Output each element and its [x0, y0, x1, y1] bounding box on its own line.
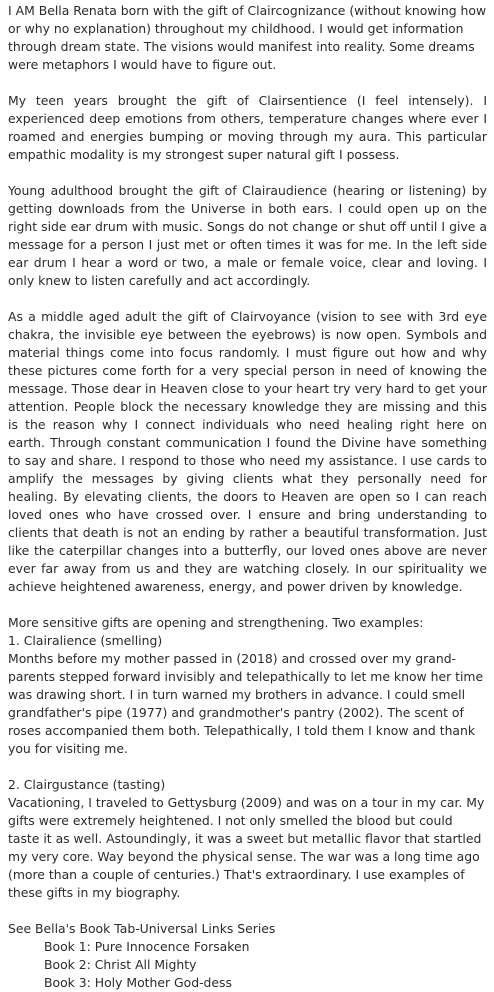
clairgustance-body: Vacationing, I traveled to Gettysburg (2009) and was on a tour in my car. My gifts were extremely heightened. I not only smelled the blood but could taste it as well. Astoundingly, it was a sweet but metallic flavor that startled my very core. Way beyond the physical sense. The war was a long time ago (more than a couple of centuries.) That's extraordinary. I use examples of these gifts in my biography.	[8, 795, 485, 900]
clairalience-body: Months before my mother passed in (2018) and crossed over my grand-parents stepped forward invisibly and telepathically to let me know her time was drawing short. I in turn warned my brothers in advance. I could smell grandfather's pipe (1977) and grandmother's pantry (2002). The scent of roses accompanied them both. Telepathically, I told them I know and thank you for visiting me.	[8, 651, 484, 756]
paragraph-claircognizance: I AM Bella Renata born with the gift of Claircognizance (without knowing how or why no explanation) throughout my childhood. I would get information through dream state. The visions would manifest into reality. Some dreams were metaphors I would have to figure out.	[8, 3, 487, 72]
clairgustance-heading: 2. Clairgustance (tasting)	[8, 777, 166, 792]
paragraph-clairvoyance: As a middle aged adult the gift of Clairvoyance (vision to see with 3rd eye chakra, the invisible eye between the eyebrows) is now open. Symbols and material things come into focus randomly. I must figure out how and why these pictures come forth for a very special person in need of knowing the message. Those dear in Heaven close to your heart try very hard to get your attention. People block the necessary knowledge they are missing and this is the reason why I connect individuals who need healing right here on earth. Through constant communication I found the Divine have something to say and share. I respond to those who need my assistance. I use cards to amplify the messages by giving clients what they personally need for healing. By elevating clients, the doors to Heaven are open so I can reach loved ones who have crossed over. I ensure and bring understanding to clients that death is not an ending by rather a beautiful transformation. Just like the caterpillar changes into a butterfly, our loved ones above are never ever far away from us and they are watching closely. In our spirituality we achieve heightened awareness, energy, and power driven by knowledge.	[8, 309, 487, 594]
book-item: Book 2: Christ All Mighty	[44, 957, 197, 972]
book-item: Book 3: Holy Mother God-dess	[44, 975, 232, 990]
clairalience-heading: 1. Clairalience (smelling)	[8, 633, 163, 648]
book-series-intro: See Bella's Book Tab-Universal Links Series	[8, 921, 276, 936]
paragraph-clairsentience: My teen years brought the gift of Clairsentience (I feel intensely). I experienced deep emotions from others, temperature changes where ever I roamed and energies bumping or moving through my aura. This particular empathic modality is my strongest super natural gift I possess.	[8, 93, 487, 162]
paragraph-clairaudience: Young adulthood brought the gift of Clairaudience (hearing or listening) by getting downloads from the Universe in both ears. I could open up on the right side ear drum with music. Songs do not change or shut off until I give a message for a person I just met or often times it was for me. In the left side ear drum I hear a word or two, a male or female voice, clear and loving. I only knew to listen carefully and act accordingly.	[8, 183, 487, 288]
book-item: Book 1: Pure Innocence Forsaken	[44, 939, 250, 954]
sensitive-gifts-intro: More sensitive gifts are opening and strengthening. Two examples:	[8, 615, 424, 630]
